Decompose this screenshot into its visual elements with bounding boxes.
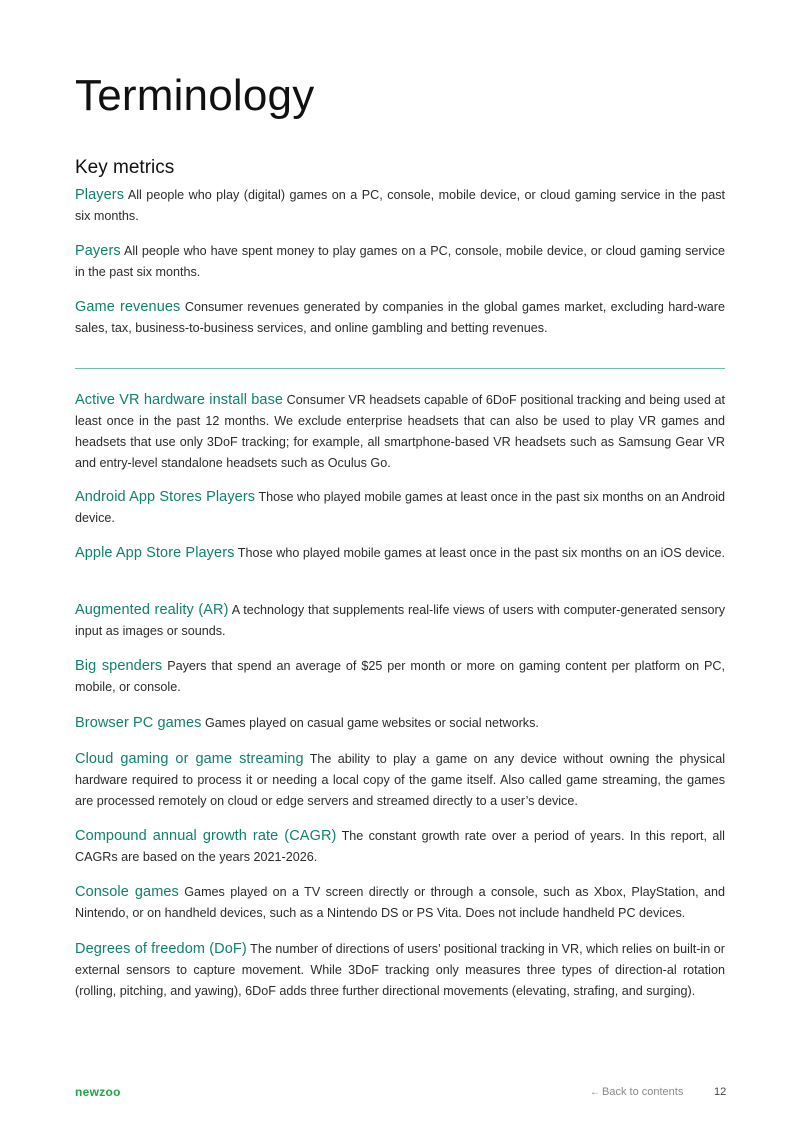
definition-text: Games played on casual game websites or social networks.: [205, 716, 539, 730]
page-number: 12: [714, 1086, 727, 1098]
back-to-contents-link[interactable]: [590, 1086, 683, 1098]
definition-text: Payers that spend an average of $25 per month or more on gaming content per platform on PC, mobile, or console.: [75, 659, 726, 694]
term-label: Payers: [75, 243, 121, 259]
arrow-left-icon: ←: [590, 1087, 600, 1098]
term-label: Browser PC games: [75, 715, 202, 731]
definition-degrees-of-freedom: [75, 939, 725, 1002]
definition-active-vr-install-base: [75, 390, 725, 474]
term-label: Apple App Store Players: [75, 545, 235, 561]
definition-cloud-gaming: [75, 749, 725, 812]
definition-text: The number of directions of users’ positional tracking in VR, which relies on built-in or external sensors to capture movement. While 3DoF tracking only measures three types of direction-al rotation (rolling, pitching, and yawing), 6DoF adds three further directional movements (elevating, strafing, and surging).: [75, 942, 725, 998]
term-label: Big spenders: [75, 658, 163, 674]
definition-text: Consumer VR headsets capable of 6DoF positional tracking and being used at least once in the past 12 months. We exclude enterprise headsets that can also be used to play VR games and headsets that use only 3DoF tracking; for example, all smartphone-based VR headsets such as Samsung Gear VR and entry-level standalone headsets such as Oculus Go.: [75, 393, 726, 470]
definition-browser-pc-games: [75, 713, 725, 734]
definition-payers: [75, 241, 725, 283]
term-label: Console games: [75, 884, 179, 900]
back-to-contents-label: Back to contents: [602, 1086, 684, 1098]
term-label: Players: [75, 187, 125, 203]
section-divider: [75, 368, 725, 369]
term-label: Degrees of freedom (DoF): [75, 941, 247, 957]
definition-players: [75, 185, 725, 227]
definition-text: A technology that supplements real-life views of users with computer-generated sensory input as images or sounds.: [75, 603, 725, 638]
term-label: Game revenues: [75, 299, 181, 315]
term-label: Cloud gaming or game streaming: [75, 751, 304, 767]
definition-android-app-stores-players: [75, 487, 725, 529]
definition-cagr: [75, 826, 725, 868]
definition-text: The ability to play a game on any device without owning the physical hardware required to process it or needing a local copy of the game itself. Also called game streaming, the games are processed remotely on cloud or edge servers and streamed directly to a user’s device.: [75, 752, 725, 808]
definition-text: All people who play (digital) games on a PC, console, mobile device, or cloud gaming service in the past six months.: [75, 188, 725, 223]
term-label: Augmented reality (AR): [75, 602, 229, 618]
definition-apple-app-store-players: [75, 543, 725, 564]
definition-text: The constant growth rate over a period of years. In this report, all CAGRs are based on the years 2021-2026.: [75, 829, 725, 864]
definition-augmented-reality: [75, 600, 725, 642]
definition-big-spenders: [75, 656, 725, 698]
definition-game-revenues: [75, 297, 725, 339]
term-label: Compound annual growth rate (CAGR): [75, 828, 337, 844]
section-heading-key-metrics: Key metrics: [75, 157, 175, 178]
definition-text: Those who played mobile games at least once in the past six months on an Android device.: [75, 490, 725, 525]
definition-text: Games played on a TV screen directly or through a console, such as Xbox, PlayStation, and Nintendo, or on handheld devices, such as a Nintendo DS or PS Vita. Does not include handheld PC devices.: [75, 885, 725, 920]
term-label: Android App Stores Players: [75, 489, 256, 505]
term-label: Active VR hardware install base: [75, 392, 284, 408]
definition-text: Those who played mobile games at least once in the past six months on an iOS device.: [237, 546, 725, 560]
page-title: Terminology: [75, 71, 315, 120]
newzoo-logo: newzoo: [75, 1085, 121, 1099]
definition-text: All people who have spent money to play games on a PC, console, mobile device, or cloud gaming service in the past six months.: [75, 244, 725, 279]
definition-console-games: [75, 882, 725, 924]
definition-text: Consumer revenues generated by companies in the global games market, excluding hard-ware sales, tax, business-to-business services, and online gambling and betting revenues.: [75, 300, 726, 335]
